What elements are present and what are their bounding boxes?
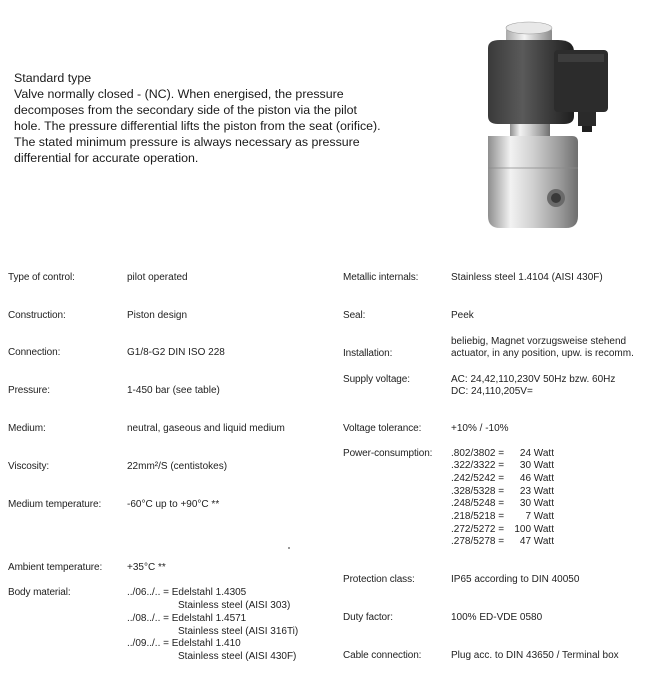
metallic-internals-value: Stainless steel 1.4104 (AISI 430F): [451, 272, 603, 283]
power-row-codes: .278/5278 =: [451, 536, 505, 547]
power-row-codes: .322/3322 =: [451, 460, 505, 471]
body-material-line: ../08../.. = Edelstahl 1.4571: [127, 613, 247, 624]
pressure-label: Pressure:: [8, 385, 50, 396]
medium-temperature-label: Medium temperature:: [8, 499, 102, 510]
body-material-label: Body material:: [8, 587, 71, 598]
protection-class-value: IP65 according to DIN 40050: [451, 574, 580, 585]
medium-temperature-value: -60°C up to +90°C **: [127, 499, 220, 510]
power-row-codes: .242/5242 =: [451, 473, 505, 484]
power-row-watt: 30 Watt: [519, 498, 554, 509]
solenoid-valve-image: [470, 18, 620, 240]
power-row-codes: .802/3802 =: [451, 448, 505, 459]
power-row-watt: 46 Watt: [519, 473, 554, 484]
description-line: hole. The pressure differential lifts the piston from the seat (orifice).: [14, 119, 381, 133]
description-line: Valve normally closed - (NC). When energised, the pressure: [14, 87, 344, 101]
voltage-tolerance-label: Voltage tolerance:: [343, 423, 422, 434]
cable-connection-label: Cable connection:: [343, 650, 422, 661]
product-description: [14, 70, 424, 166]
installation-label: Installation:: [343, 348, 393, 359]
connection-label: Connection:: [8, 347, 61, 358]
connection-value: G1/8-G2 DIN ISO 228: [127, 347, 225, 358]
power-row-codes: .218/5218 =: [451, 511, 505, 522]
construction-value: Piston design: [127, 310, 188, 321]
type-of-control-label: Type of control:: [8, 272, 75, 283]
description-line: decomposes from the secondary side of the piston via the pilot: [14, 103, 357, 117]
cable-connection-value: Plug acc. to DIN 43650 / Terminal box: [451, 650, 619, 661]
power-row-watt: 23 Watt: [519, 486, 554, 497]
protection-class-label: Protection class:: [343, 574, 415, 585]
metallic-internals-label: Metallic internals:: [343, 272, 419, 283]
ambient-temperature-value: +35°C **: [127, 562, 166, 573]
medium-value: neutral, gaseous and liquid medium: [127, 423, 285, 434]
body-material-line: Stainless steel (AISI 430F): [178, 651, 297, 662]
power-row-watt: 47 Watt: [519, 536, 554, 547]
power-row-codes: .328/5328 =: [451, 486, 505, 497]
power-consumption-label: Power-consumption:: [343, 448, 433, 459]
installation-line: actuator, in any position, upw. is recomm.: [451, 348, 634, 359]
medium-label: Medium:: [8, 423, 46, 434]
power-row-codes: .248/5248 =: [451, 498, 505, 509]
supply-voltage-label: Supply voltage:: [343, 374, 410, 385]
stray-dot: [288, 547, 290, 549]
pressure-value: 1-450 bar (see table): [127, 385, 220, 396]
power-row-watt: 7 Watt: [525, 511, 554, 522]
construction-label: Construction:: [8, 310, 66, 321]
product-type-heading: Standard type: [14, 71, 92, 85]
body-material-line: Stainless steel (AISI 316Ti): [178, 626, 299, 637]
ambient-temperature-label: Ambient temperature:: [8, 562, 103, 573]
voltage-tolerance-value: +10% / -10%: [451, 423, 509, 434]
supply-voltage-line: DC: 24,110,205V=: [451, 386, 533, 397]
seal-value: Peek: [451, 310, 474, 321]
description-line: The stated minimum pressure is always necessary as pressure: [14, 135, 360, 149]
body-material-line: ../09../.. = Edelstahl 1.410: [127, 638, 241, 649]
description-line: differential for accurate operation.: [14, 151, 199, 165]
viscosity-value: 22mm²/S (centistokes): [127, 461, 228, 472]
power-row-watt: 100 Watt: [514, 524, 554, 535]
supply-voltage-line: AC: 24,42,110,230V 50Hz bzw. 60Hz: [451, 374, 616, 385]
power-row-watt: 24 Watt: [519, 448, 554, 459]
duty-factor-label: Duty factor:: [343, 612, 393, 623]
body-material-line: ../06../.. = Edelstahl 1.4305: [127, 587, 247, 598]
duty-factor-value: 100% ED-VDE 0580: [451, 612, 543, 623]
viscosity-label: Viscosity:: [8, 461, 50, 472]
type-of-control-value: pilot operated: [127, 272, 188, 283]
installation-line: beliebig, Magnet vorzugsweise stehend: [451, 336, 627, 347]
body-material-line: Stainless steel (AISI 303): [178, 600, 291, 611]
power-row-codes: .272/5272 =: [451, 524, 505, 535]
seal-label: Seal:: [343, 310, 366, 321]
power-row-watt: 30 Watt: [519, 460, 554, 471]
